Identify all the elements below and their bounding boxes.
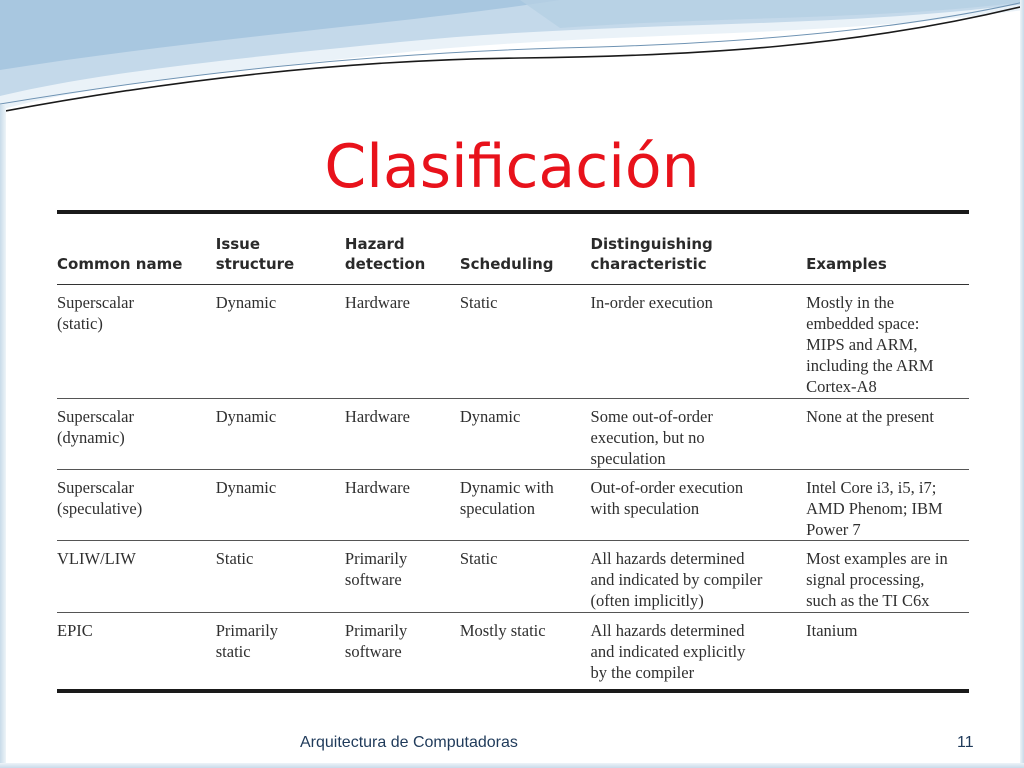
cell-distinguishing-characteristic: All hazards determined and indicated by compiler (often implicitly) [591, 541, 807, 613]
cell-scheduling: Dynamic with speculation [460, 470, 591, 541]
table-header-row [57, 212, 969, 285]
cell-hazard-detection: Hardware [345, 470, 460, 541]
cell-hazard-detection: Hardware [345, 285, 460, 399]
cell-scheduling: Mostly static [459, 621, 546, 640]
bottom-frame-border [0, 763, 1024, 768]
slide-title: Clasificación [324, 132, 700, 202]
cell-issue-structure: Dynamic [216, 399, 345, 470]
classification-table [57, 210, 969, 693]
cell-hazard-detection: Hardware [345, 399, 460, 470]
cell-common-name: Superscalar (speculative) [57, 470, 216, 541]
cell-examples: Intel Core i3, i5, i7; AMD Phenom; IBM Power 7 [806, 470, 969, 541]
cell-distinguishing-characteristic: Some out-of-order execution, but no speculation [591, 399, 807, 470]
cell-hazard-detection: Primarily software [345, 541, 460, 613]
cell-issue-structure: Static [216, 541, 345, 613]
table-row [57, 399, 969, 470]
right-frame-border [1020, 0, 1024, 768]
cell-distinguishing-characteristic: Out-of-order execution with speculation [591, 470, 807, 541]
cell-examples: None at the present [806, 399, 969, 470]
header-examples: Examples [806, 212, 969, 285]
cell-issue-structure: Primarily static [215, 621, 279, 661]
cell-issue-structure: Dynamic [216, 285, 345, 399]
table-row [57, 541, 969, 613]
cell-common-name: Superscalar (static) [57, 285, 216, 399]
footer-course-name: Arquitectura de Computadoras [300, 734, 518, 751]
table-body [57, 285, 969, 691]
cell-common-name: Superscalar (dynamic) [57, 399, 216, 470]
cell-distinguishing-characteristic: In-order execution [591, 285, 807, 399]
cell-examples: Mostly in the embedded space: MIPS and ARM, including the ARM Cortex-A8 [806, 285, 969, 399]
header-hazard-detection: Hazard detection [345, 212, 460, 285]
cell-examples: Most examples are in signal processing, such as the TI C6x [806, 541, 969, 613]
cell-scheduling: Static [460, 541, 591, 613]
classification-table-container [57, 210, 969, 693]
cell-distinguishing-characteristic: All hazards determined and indicated explicitly by the compiler [590, 621, 746, 682]
table-row [57, 285, 969, 399]
cell-common-name: VLIW/LIW [57, 541, 216, 613]
cell-scheduling: Static [460, 285, 591, 399]
cell-hazard-detection: Primarily software [344, 621, 408, 661]
page-number: 11 [957, 734, 974, 751]
header-common-name: Common name [57, 212, 216, 285]
table-row [57, 470, 969, 541]
cell-examples: Itanium [806, 621, 858, 640]
header-issue-structure: Issue structure [216, 212, 345, 285]
cell-scheduling: Dynamic [460, 399, 591, 470]
table-row [57, 613, 969, 691]
cell-issue-structure: Dynamic [216, 470, 345, 541]
header-scheduling: Scheduling [460, 212, 591, 285]
cell-common-name: EPIC [57, 621, 93, 640]
header-distinguishing-characteristic: Distinguishing characteristic [591, 212, 807, 285]
header-swoosh-decoration [0, 0, 1024, 130]
